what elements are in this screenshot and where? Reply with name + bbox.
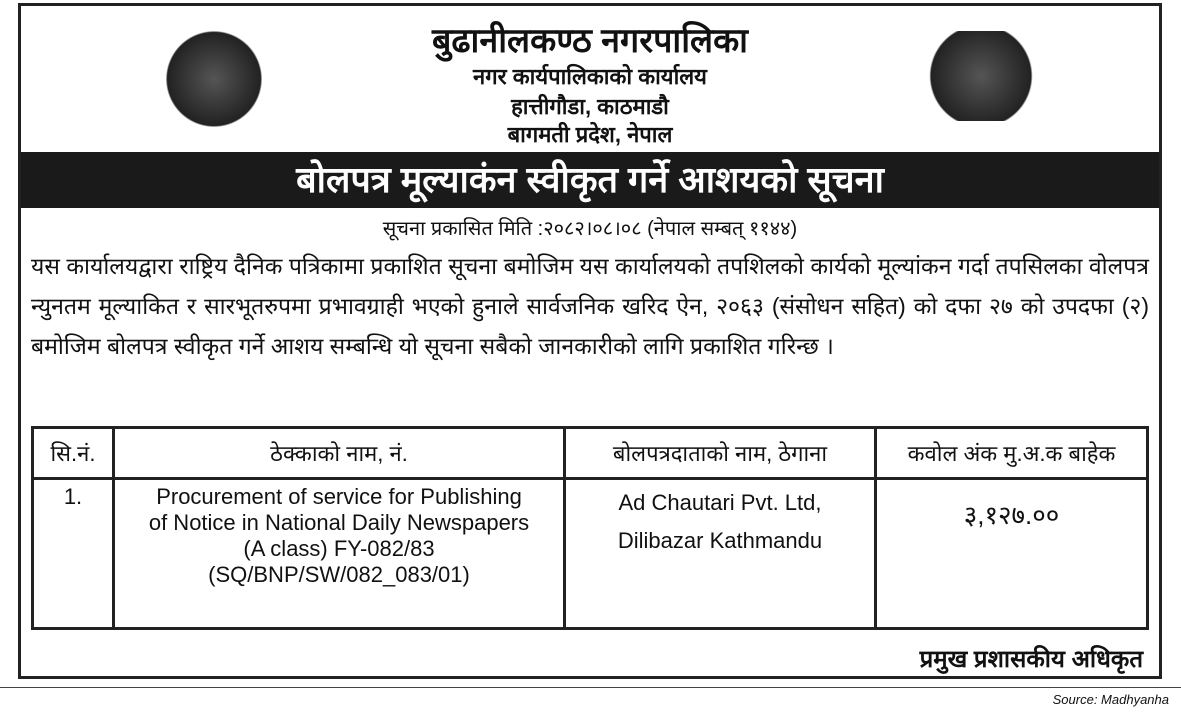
row-bidder bbox=[565, 479, 876, 629]
signatory: प्रमुख प्रशासकीय अधिकृत bbox=[919, 646, 1143, 673]
contract-line: (SQ/BNP/SW/082_083/01) bbox=[208, 562, 470, 587]
contract-line: (A class) FY-082/83 bbox=[243, 536, 435, 561]
col-bidder: बोलपत्रदाताको नाम, ठेगाना bbox=[565, 428, 876, 479]
publish-date: सूचना प्रकासित मिति :२०८२।०८।०८ (नेपाल सम्बत् ११४४) bbox=[382, 218, 798, 240]
office-name: नगर कार्यपालिकाको कार्यालय bbox=[473, 64, 707, 89]
notice-title: बोलपत्र मूल्याकंन स्वीकृत गर्ने आशयको सूचना bbox=[21, 152, 1159, 208]
table-header-row bbox=[33, 428, 1148, 479]
col-contract: ठेक्काको नाम, नं. bbox=[114, 428, 565, 479]
bidder-line: Ad Chautari Pvt. Ltd, bbox=[618, 490, 822, 515]
source-credit: Source: Madhyanha bbox=[1052, 692, 1169, 707]
table-row bbox=[33, 479, 1148, 629]
row-contract bbox=[114, 479, 565, 629]
bid-table bbox=[31, 426, 1149, 630]
municipality-name: बुढानीलकण्ठ नगरपालिका bbox=[432, 22, 748, 60]
contract-line: of Notice in National Daily Newspapers bbox=[148, 510, 530, 535]
col-amount: कवोल अंक मु.अ.क बाहेक bbox=[876, 428, 1148, 479]
bidder-line: Dilibazar Kathmandu bbox=[617, 528, 823, 553]
col-sn: सि.नं. bbox=[33, 428, 114, 479]
divider bbox=[0, 687, 1181, 688]
contract-line: Procurement of service for Publishing bbox=[156, 484, 522, 509]
notice-frame bbox=[18, 3, 1162, 679]
office-address: हात्तीगौडा, काठमाडौ bbox=[511, 94, 669, 119]
row-amount: ३,१२७.०० bbox=[876, 479, 1148, 629]
notice-body: यस कार्यालयद्वारा राष्ट्रिय दैनिक पत्रिकामा प्रकाशित सूचना बमोजिम यस कार्यालयको तपशिलको कार्यको मूल्यांकन गर्दा तपसिलका वोलपत्र न्युनतम मूल्याकित र सारभूतरुपमा प्रभावग्राही भएको हुनाले सार्वजनिक खरिद ऐन, २०६३ (संसोधन सहित) को दफा २७ को उपदफा (२) बमोजिम बोलपत्र स्वीकृत गर्ने आशय सम्बन्धि यो सूचना सबैको जानकारीको लागि प्रकाशित गरिन्छ । bbox=[31, 253, 1149, 359]
province: बागमती प्रदेश, नेपाल bbox=[507, 122, 673, 147]
row-sn: 1. bbox=[33, 479, 114, 629]
